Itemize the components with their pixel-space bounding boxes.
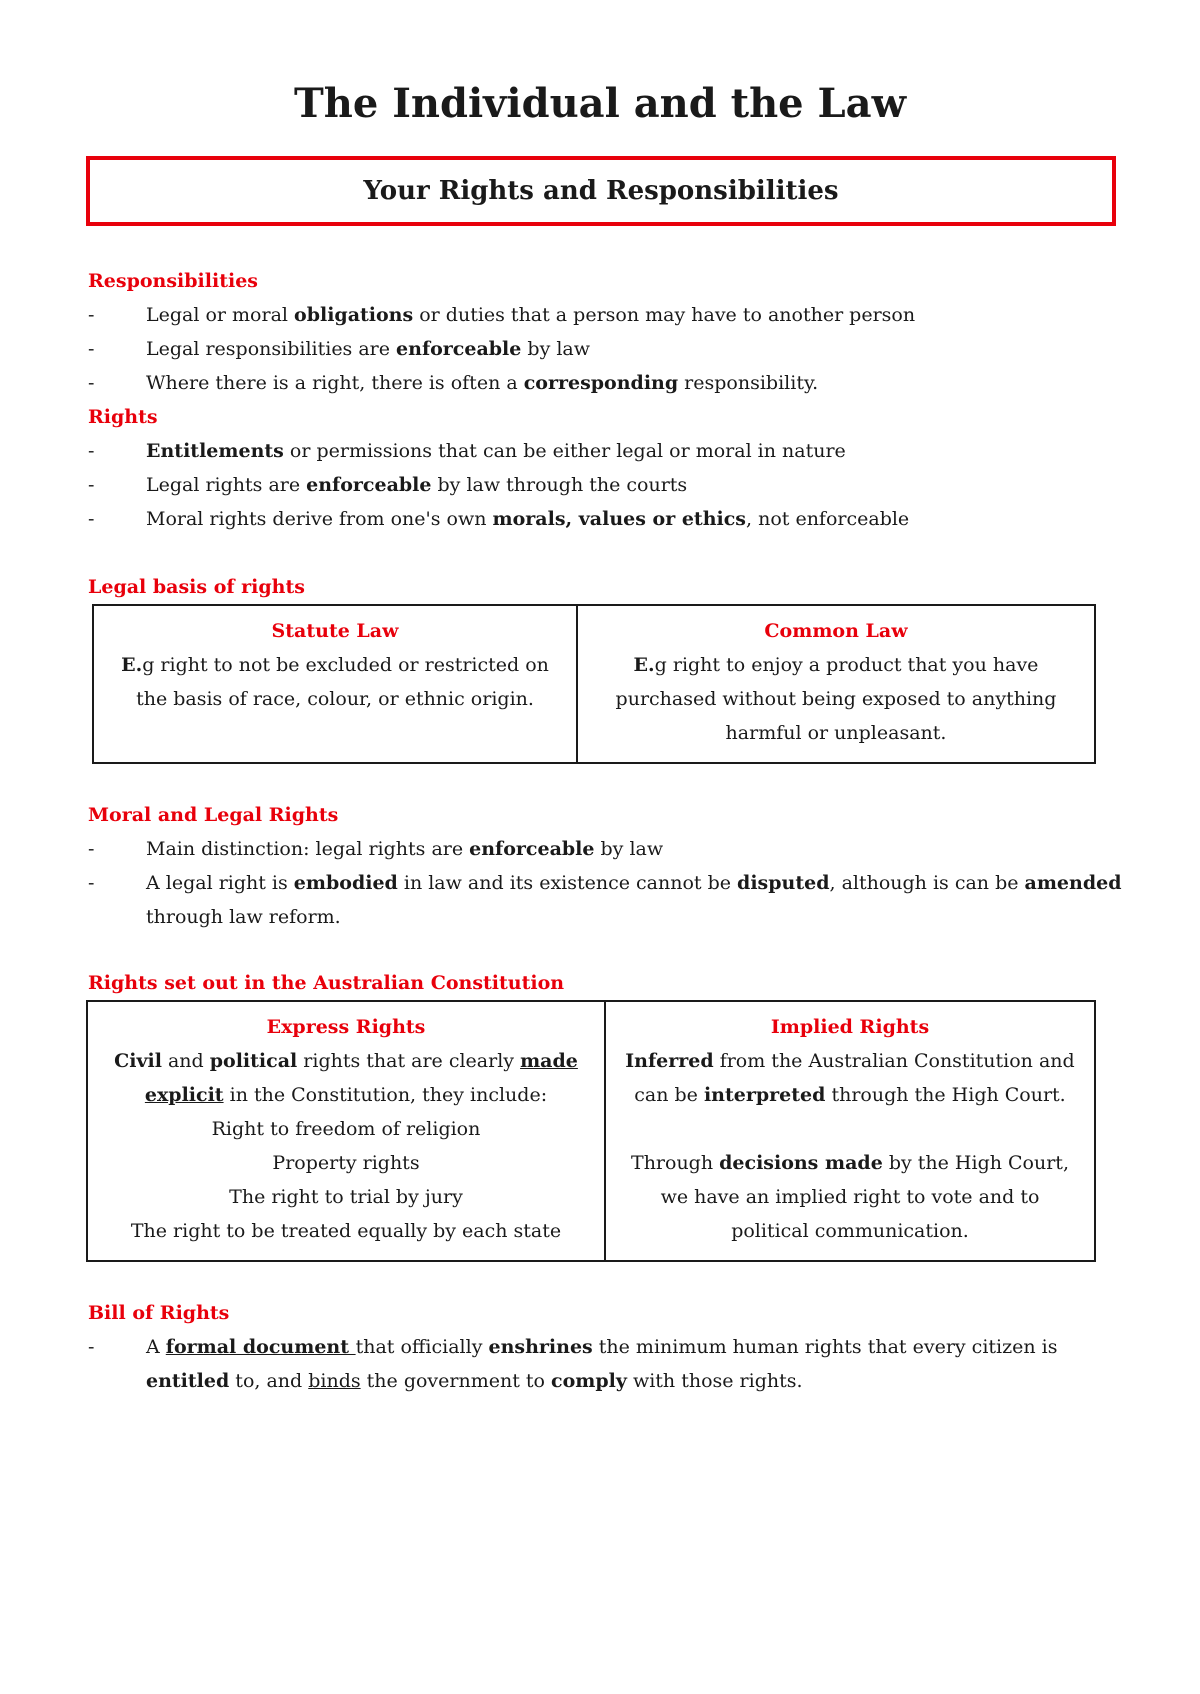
bullet-dash: - xyxy=(88,338,95,360)
bullet-dash: - xyxy=(88,872,95,894)
page-title: The Individual and the Law xyxy=(293,80,906,127)
statute-law-heading: Statute Law xyxy=(271,620,399,642)
list-item-continuation: entitled to, and binds the government to comply with those rights. xyxy=(146,1370,803,1392)
express-rights-heading: Express Rights xyxy=(266,1016,426,1038)
bullet-dash: - xyxy=(88,838,95,860)
legal-basis-heading: Legal basis of rights xyxy=(88,576,305,598)
subtitle: Your Rights and Responsibilities xyxy=(363,176,839,206)
common-law-heading: Common Law xyxy=(764,620,908,642)
list-item: - Moral rights derive from one's own morals, values or ethics, not enforceable xyxy=(88,508,910,530)
constitution-table xyxy=(86,1000,1096,1262)
implied-rights-heading: Implied Rights xyxy=(770,1016,930,1038)
list-item: The right to trial by jury xyxy=(229,1186,463,1208)
common-law-cell: Common Law E.g right to enjoy a product that you have purchased without being exposed to anything harmful or unpleasant. xyxy=(576,606,1094,762)
list-item: - Entitlements or permissions that can be either legal or moral in nature xyxy=(88,440,846,462)
moral-legal-heading: Moral and Legal Rights xyxy=(88,804,339,826)
list-item: The right to be treated equally by each state xyxy=(130,1220,562,1242)
rights-heading: Rights xyxy=(88,406,158,428)
list-item: - Legal responsibilities are enforceable by law xyxy=(88,338,591,360)
implied-rights-cell: Implied Rights Inferred from the Australian Constitution and can be interpreted through the High Court. Through decisions made by the High Court, we have an implied right to vote and to political communication. xyxy=(604,1002,1094,1260)
bill-of-rights-heading: Bill of Rights xyxy=(88,1302,230,1324)
statute-law-cell: Statute Law E.g right to not be excluded or restricted on the basis of race, colour, or ethnic origin. xyxy=(94,606,576,762)
bullet-dash: - xyxy=(88,304,95,326)
express-rights-cell: Express Rights Civil and political rights that are clearly made explicit in the Constitution, they include: Right to freedom of religion Property rights The right to trial by jury The right to be treated equally by each state xyxy=(88,1002,604,1260)
list-item: - A legal right is embodied in law and its existence cannot be disputed, although is can be amended xyxy=(88,872,1122,894)
legal-basis-table xyxy=(92,604,1096,764)
list-item: - A formal document that officially enshrines the minimum human rights that every citizen is xyxy=(88,1336,1058,1358)
list-item: - Where there is a right, there is often a corresponding responsibility. xyxy=(88,372,819,394)
list-item-continuation: through law reform. xyxy=(146,906,341,928)
list-item: - Main distinction: legal rights are enforceable by law xyxy=(88,838,664,860)
subtitle-box xyxy=(86,156,1116,226)
bullet-dash: - xyxy=(88,508,95,530)
bullet-dash: - xyxy=(88,372,95,394)
bullet-dash: - xyxy=(88,474,95,496)
list-item: Right to freedom of religion xyxy=(211,1118,481,1140)
list-item: - Legal rights are enforceable by law through the courts xyxy=(88,474,688,496)
bullet-dash: - xyxy=(88,440,95,462)
bullet-dash: - xyxy=(88,1336,95,1358)
list-item: Property rights xyxy=(272,1152,420,1174)
responsibilities-heading: Responsibilities xyxy=(88,270,258,292)
constitution-heading: Rights set out in the Australian Constitution xyxy=(88,972,565,994)
list-item: - Legal or moral obligations or duties that a person may have to another person xyxy=(88,304,916,326)
